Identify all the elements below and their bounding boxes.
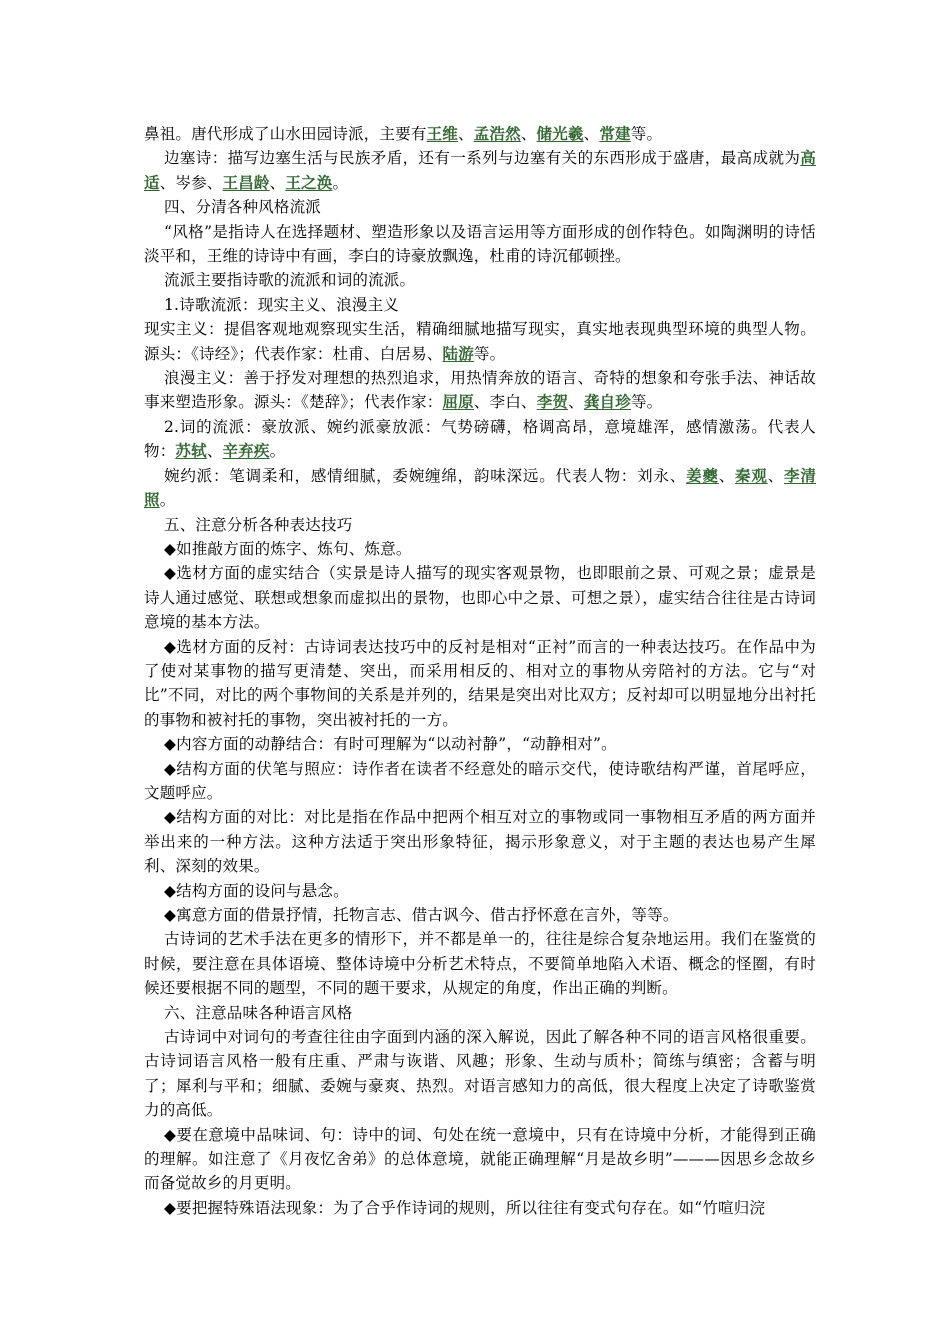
paragraph-text: 、 [583, 125, 600, 143]
paragraph [144, 268, 816, 292]
paragraph-text: 古诗词的艺术手法在更多的情形下，并不都是单一的，往往是综合复杂地运用。我们在鉴赏的时候，要注意在具体语境、整体诗境中分析艺术特点，不要简单地陷入术语、概念的怪圈，有时候还要根据不同的题型，不同的题干要求，从规定的角度，作出正确的判断。 [144, 930, 816, 998]
person-name-link[interactable]: 王之涣 [285, 172, 333, 192]
paragraph-text: ◆选材方面的虚实结合（实景是诗人描写的现实客观景物，也即眼前之景、可观之景；虚景是诗人通过感觉、联想或想象而虚拟出的景物，也即心中之景、可想之景），虚实结合往往是古诗词意境的基本方法。 [144, 564, 816, 632]
paragraph-text: ◆要把握特殊语法现象：为了合乎作诗词的规则，所以往往有变式句存在。如“竹喧归浣 [164, 1198, 766, 1217]
paragraph-text: 、 [718, 466, 736, 485]
paragraph [144, 317, 816, 366]
paragraph-text: 2.词的流派：豪放派、婉约派豪放派：气势磅礴，格调高昂，意境雄浑，感情激荡。代表人物： [144, 417, 816, 461]
paragraph [144, 635, 816, 733]
paragraph [144, 732, 816, 756]
paragraph-text: 五、注意分析各种表达技巧 [164, 515, 353, 534]
paragraph-text: ◆要在意境中品味词、句：诗中的词、句处在统一意境中，只有在诗境中分析，才能得到正确的理解。如注意了《月夜忆舍弟》的总体意境，就能正确理解“月是故乡明”———因思乡念故乡而备觉故乡的月更明。 [144, 1125, 816, 1193]
paragraph [144, 1025, 816, 1123]
paragraph-text: 流派主要指诗歌的流派和词的流派。 [164, 271, 416, 290]
person-name-link[interactable]: 辛弃疾 [222, 441, 270, 461]
person-name-link[interactable]: 王维 [426, 124, 459, 143]
paragraph [144, 805, 816, 878]
paragraph-text: 、 [568, 393, 584, 412]
paragraph-text: 1.诗歌流派：现实主义、浪漫主义 [164, 295, 399, 314]
paragraph-text: 。 [332, 173, 349, 192]
person-name-link[interactable]: 姜夔 [686, 465, 719, 485]
paragraph [144, 537, 816, 561]
paragraph [144, 195, 816, 219]
paragraph-text: 、 [520, 125, 537, 143]
person-name-link[interactable]: 常建 [599, 124, 631, 143]
person-name-link[interactable]: 高适 [144, 148, 816, 192]
paragraph-text: “风格”是指诗人在选择题材、塑造形象以及语言运用等方面形成的创作特色。如陶渊明的诗恬淡平和，王维的诗诗中有画，李白的诗豪放飘逸，杜甫的诗沉郁顿挫。 [144, 222, 816, 266]
paragraph-text: 等。 [473, 344, 506, 363]
paragraph-text: 等。 [630, 125, 663, 143]
paragraph [144, 903, 816, 927]
paragraph-text: 现实主义：提倡客观地观察现实生活，精确细腻地描写现实，真实地表现典型环境的典型人物。源头：《诗经》；代表作家：杜甫、白居易、 [144, 320, 816, 363]
paragraph [144, 146, 816, 195]
paragraph [144, 366, 816, 415]
person-name-link[interactable]: 储光羲 [536, 124, 584, 143]
person-name-link[interactable]: 李贺 [536, 392, 569, 412]
person-name-link[interactable]: 龚自珍 [583, 392, 631, 412]
paragraph [144, 927, 816, 1000]
paragraph [144, 513, 816, 537]
person-name-link[interactable]: 陆游 [442, 343, 474, 363]
paragraph-text: ◆结构方面的设问与悬念。 [164, 881, 349, 900]
paragraph-text: ◆选材方面的反衬：古诗词表达技巧中的反衬是相对“正衬”而言的一种表达技巧。在作品中为了使对某事物的描写更清楚、突出，而采用相反的、相对立的事物从旁陪衬的方法。它与“对比”不同，对比的两个事物间的关系是并列的，结果是突出对比双方；反衬却可以明显地分出衬托的事物和被衬托的事物，突出被衬托的一方。 [144, 637, 816, 729]
paragraph [144, 1001, 816, 1025]
paragraph-text: 六、注意品味各种语言风格 [164, 1003, 353, 1022]
paragraph-text: 等。 [630, 393, 663, 412]
paragraph-text: 古诗词中对词句的考查往往由字面到内涵的深入解说，因此了解各种不同的语言风格很重要。古诗词语言风格一般有庄重、严肃与诙谐、风趣；形象、生动与质朴；简练与缜密；含蓄与明了；犀利与平和；细腻、委婉与豪爽、热烈。对语言感知力的高低，很大程度上决定了诗歌鉴赏力的高低。 [144, 1028, 816, 1120]
person-name-link[interactable]: 孟浩然 [473, 124, 521, 143]
paragraph-text: ◆结构方面的对比：对比是指在作品中把两个相互对立的事物或同一事物相互矛盾的两方面并举出来的一种方法。这种方法适于突出形象特征，揭示形象意义，对于主题的表达也易产生犀利、深刻的效果。 [144, 808, 816, 876]
paragraph-text: ◆寓意方面的借景抒情，托物言志、借古讽今、借古抒怀意在言外，等等。 [164, 906, 679, 924]
paragraph [144, 220, 816, 269]
paragraph [144, 879, 816, 903]
paragraph [144, 464, 816, 513]
person-name-link[interactable]: 苏轼 [175, 441, 207, 461]
person-name-link[interactable]: 秦观 [735, 465, 768, 485]
paragraph-text: 婉约派：笔调柔和，感情细腻，委婉缠绵，韵味深远。代表人物：刘永、 [164, 466, 687, 485]
paragraph-text: 、 [767, 466, 785, 485]
paragraph-text: ◆如推敲方面的炼字、炼句、炼意。 [164, 539, 412, 558]
paragraph-text: 鼻祖。唐代形成了山水田园诗派，主要有 [144, 125, 427, 143]
paragraph [144, 561, 816, 634]
paragraph-text: 。 [269, 442, 286, 461]
paragraph-text: 边塞诗：描写边塞生活与民族矛盾，还有一系列与边塞有关的东西形成于盛唐，最高成就为 [164, 149, 801, 168]
paragraph [144, 1196, 816, 1220]
paragraph-text: 、岑参、 [159, 173, 223, 192]
person-name-link[interactable]: 李清照 [144, 465, 817, 510]
paragraph-text: ◆结构方面的伏笔与照应：诗作者在读者不经意处的暗示交代，使诗歌结构严谨，首尾呼应，文题呼应。 [144, 759, 816, 802]
paragraph-text: 、李白、 [473, 393, 537, 412]
paragraph [144, 415, 816, 464]
paragraph-text: 浪漫主义：善于抒发对理想的热烈追求，用热情奔放的语言、奇特的想象和夸张手法、神话故事来塑造形象。源头：《楚辞》；代表作家： [144, 369, 816, 412]
paragraph [144, 1123, 816, 1196]
paragraph [144, 757, 816, 806]
person-name-link[interactable]: 屈原 [442, 392, 474, 412]
paragraph-text: 四、分清各种风格流派 [164, 198, 322, 217]
paragraph-text: 、 [206, 442, 223, 461]
paragraph [144, 293, 816, 317]
paragraph-text: 。 [159, 491, 176, 510]
document-body [144, 122, 816, 1220]
paragraph-text: 、 [269, 173, 286, 192]
paragraph-text: 、 [458, 125, 474, 143]
paragraph-text: ◆内容方面的动静结合：有时可理解为“以动衬静”，“动静相对”。 [164, 735, 617, 754]
paragraph [144, 122, 816, 146]
person-name-link[interactable]: 王昌龄 [222, 172, 270, 192]
